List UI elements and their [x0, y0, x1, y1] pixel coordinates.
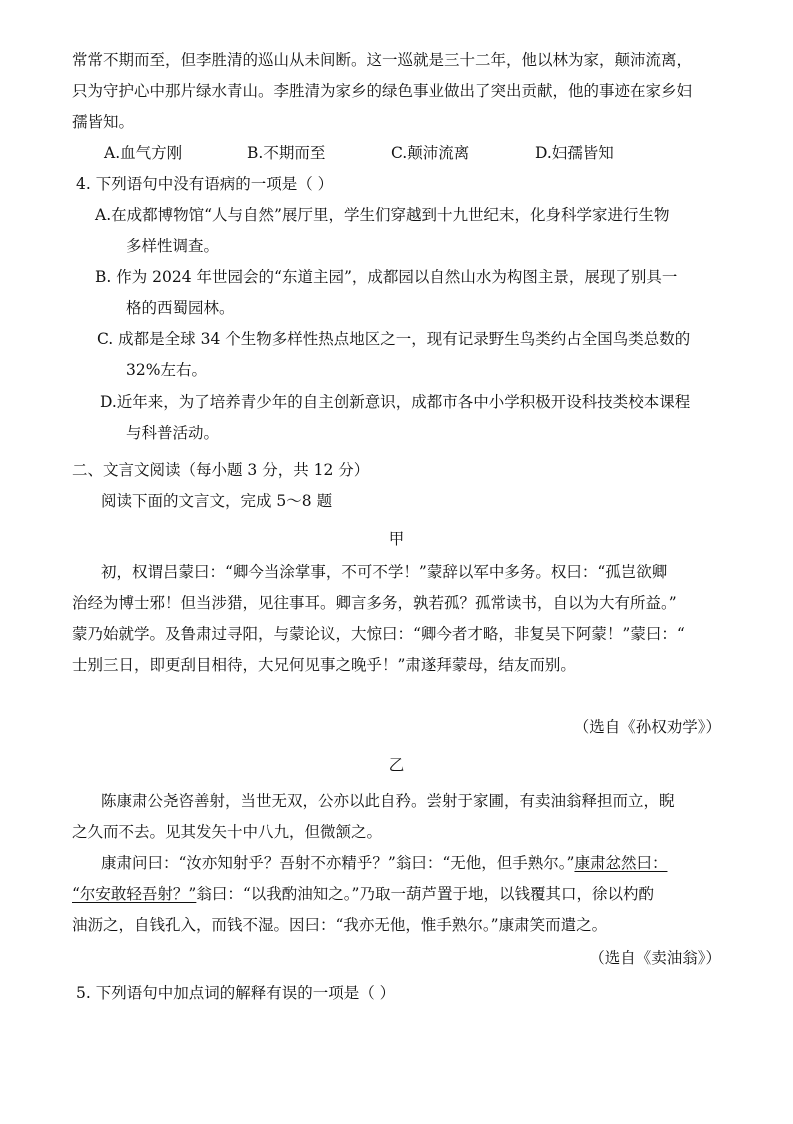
text-jia-source: （选自《孙权劝学》）	[573, 718, 721, 736]
text-yi-line-3	[101, 853, 667, 873]
q4-option-c-line2: 32%左右。	[126, 361, 207, 379]
q4-option-d-line1: D.近年来，为了培养青少年的自主创新意识，成都市各中小学积极开设科技类校本课程	[100, 393, 691, 411]
text-yi-source: （选自《卖油翁》）	[589, 949, 721, 967]
text-jia-label: 甲	[388, 530, 405, 548]
q4-option-a-line1: A.在成都博物馆“人与自然”展厅里，学生们穿越到十九世纪末，化身科学家进行生物	[95, 206, 670, 224]
q3-option-c: C.颠沛流离	[391, 144, 470, 162]
q4-stem: 4. 下列语句中没有语病的一项是（ ）	[76, 175, 334, 193]
passage-line-3: 孺皆知。	[72, 113, 135, 131]
text-yi-line-1: 陈康肃公尧咨善射，当世无双，公亦以此自矜。尝射于家圃，有卖油翁释担而立，睨	[101, 792, 675, 810]
text-jia-line-1: 初，权谓吕蒙曰：“卿今当涂掌事，不可不学！”蒙辞以军中多务。权曰：“孤岂欲卿	[101, 563, 668, 581]
underlined-sentence-part-2: “尔安敢轻吾射？”	[72, 885, 197, 903]
section-heading: 二、文言文阅读（每小题 3 分，共 12 分）	[72, 461, 370, 479]
text-yi-label: 乙	[388, 756, 405, 774]
q3-option-a: A.血气方刚	[104, 144, 183, 162]
text-yi-line-2: 之久而不去。见其发矢十中八九，但微颔之。	[72, 823, 383, 841]
q4-option-a-line2: 多样性调查。	[126, 237, 220, 255]
passage-line-2: 只为守护心中那片绿水青山。李胜清为家乡的绿色事业做出了突出贡献，他的事迹在家乡妇	[72, 82, 693, 100]
underlined-sentence-part-1: 康肃忿然曰：	[574, 854, 668, 872]
text-yi-line-3-plain: 康肃问曰：“汝亦知射乎？吾射不亦精乎？”翁曰：“无他，但手熟尔。”	[101, 854, 575, 872]
section-instruction: 阅读下面的文言文，完成 5～8 题	[101, 492, 333, 510]
text-jia-line-2: 治经为博士邪！但当涉猎，见往事耳。卿言多务，孰若孤？孤常读书，自以为大有所益。”	[72, 594, 677, 612]
q4-option-c-line1: C. 成都是全球 34 个生物多样性热点地区之一，现有记录野生鸟类约占全国鸟类总数的	[97, 330, 691, 348]
text-yi-line-4	[72, 884, 654, 904]
q3-option-d: D.妇孺皆知	[535, 144, 614, 162]
text-yi-line-5: 油沥之，自钱孔入，而钱不湿。因曰：“我亦无他，惟手熟尔。”康肃笑而遣之。	[72, 916, 608, 934]
passage-line-1: 常常不期而至，但李胜清的巡山从未间断。这一巡就是三十二年，他以林为家，颠沛流离，	[72, 51, 693, 69]
q4-option-b-line2: 格的西蜀园林。	[126, 299, 235, 317]
text-yi-line-4-plain: 翁曰：“以我酌油知之。”乃取一葫芦置于地，以钱覆其口，徐以杓酌	[196, 885, 654, 903]
q4-option-b-line1: B. 作为 2024 年世园会的“东道主园”，成都园以自然山水为构图主景，展现了别具一	[95, 268, 678, 286]
text-jia-line-4: 士别三日，即更刮目相待，大兄何见事之晚乎！”肃遂拜蒙母，结友而别。	[72, 656, 576, 674]
q3-option-b: B.不期而至	[247, 144, 326, 162]
text-jia-line-3: 蒙乃始就学。及鲁肃过寻阳，与蒙论议，大惊曰：“卿今者才略，非复吴下阿蒙！”蒙曰：“	[72, 625, 685, 643]
q5-stem: 5. 下列语句中加点词的解释有误的一项是（ ）	[76, 984, 396, 1002]
q4-option-d-line2: 与科普活动。	[126, 424, 220, 442]
